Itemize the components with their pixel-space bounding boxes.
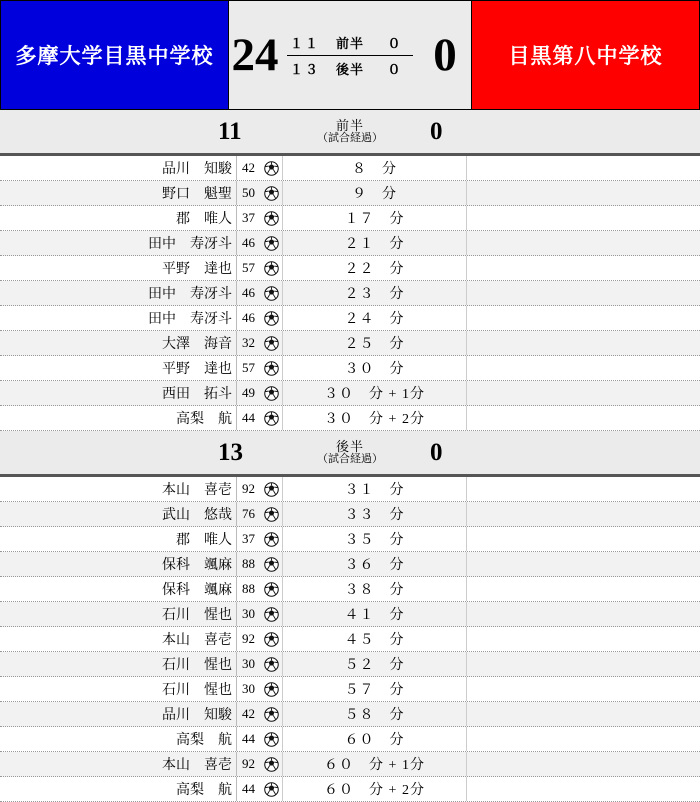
scorer-number: 46 (236, 281, 260, 305)
away-goal-cell (467, 156, 700, 180)
scorer-name: 田中 寿冴斗 (148, 287, 232, 302)
goal-row (0, 281, 700, 306)
first-half-label: 前半 (335, 35, 364, 51)
scorer-number: 49 (236, 381, 260, 405)
soccer-ball-icon (260, 306, 282, 330)
away-goal-cell (467, 577, 700, 601)
scorer-name: 石川 惺也 (162, 658, 232, 673)
scorer-name: 田中 寿冴斗 (148, 237, 232, 252)
scorer-name: 保科 颯麻 (162, 583, 232, 598)
soccer-ball-icon (260, 331, 282, 355)
soccer-ball-icon (260, 181, 282, 205)
half-row-second (287, 56, 413, 81)
scorer-number: 88 (236, 577, 260, 601)
scorer-number: 50 (236, 181, 260, 205)
scorer-number: 44 (236, 777, 260, 801)
goal-row (0, 181, 700, 206)
scorer-number: 37 (236, 527, 260, 551)
soccer-ball-icon (260, 777, 282, 801)
goal-row (0, 652, 700, 677)
goal-time: ５２ 分 (282, 652, 467, 676)
scorer-name: 郡 唯人 (176, 212, 232, 227)
away-goal-cell (467, 477, 700, 501)
goal-time: ５７ 分 (282, 677, 467, 701)
away-goal-cell (467, 281, 700, 305)
goal-time: ６０ 分 + 2分 (282, 777, 467, 801)
scorer-number: 44 (236, 406, 260, 430)
goal-time: ４１ 分 (282, 602, 467, 626)
away-goal-cell (467, 552, 700, 576)
goal-rows (0, 477, 700, 802)
scorer-number: 42 (236, 702, 260, 726)
goal-row (0, 777, 700, 802)
away-goal-cell (467, 331, 700, 355)
goal-row (0, 752, 700, 777)
scorer-name: 高梨 航 (176, 733, 232, 748)
scorer-number: 32 (236, 331, 260, 355)
first-half-away-score: ０ (387, 35, 403, 51)
scorer-name: 品川 知駿 (162, 162, 232, 177)
period-label-group (0, 119, 700, 144)
first-half-home-score: １１ (289, 35, 320, 51)
soccer-ball-icon (260, 256, 282, 280)
goal-row (0, 156, 700, 181)
soccer-ball-icon (260, 577, 282, 601)
away-goal-cell (467, 306, 700, 330)
half-score-table (287, 30, 413, 81)
goal-row (0, 552, 700, 577)
away-goal-cell (467, 381, 700, 405)
goal-time: ３８ 分 (282, 577, 467, 601)
goal-row (0, 502, 700, 527)
period-banner (0, 110, 700, 156)
period-home-score: 11 (218, 117, 242, 145)
scoreboard-center (229, 0, 471, 110)
soccer-ball-icon (260, 702, 282, 726)
goal-time: ３６ 分 (282, 552, 467, 576)
scorer-name: 武山 悠哉 (162, 508, 232, 523)
period-away-score: 0 (430, 117, 443, 145)
sections-host (0, 110, 700, 802)
goal-row (0, 406, 700, 431)
scorer-name: 西田 拓斗 (162, 387, 232, 402)
scorer-name: 高梨 航 (176, 412, 232, 427)
soccer-ball-icon (260, 627, 282, 651)
away-goal-cell (467, 256, 700, 280)
period-sublabel: （試合経過） (317, 452, 383, 465)
soccer-ball-icon (260, 356, 282, 380)
scorer-name: 野口 魁聖 (162, 187, 232, 202)
home-team-name: 多摩大学目黒中学校 (15, 44, 214, 68)
away-goal-cell (467, 602, 700, 626)
goal-time: ２５ 分 (282, 331, 467, 355)
soccer-ball-icon (260, 602, 282, 626)
goal-time: ２１ 分 (282, 231, 467, 255)
goal-row (0, 577, 700, 602)
away-team-name: 目黒第八中学校 (508, 44, 663, 68)
goal-row (0, 381, 700, 406)
scorer-name: 平野 達也 (162, 362, 232, 377)
soccer-ball-icon (260, 677, 282, 701)
scorer-name: 田中 寿冴斗 (148, 312, 232, 327)
goal-row (0, 306, 700, 331)
away-goal-cell (467, 652, 700, 676)
scorer-number: 30 (236, 677, 260, 701)
period-banner (0, 431, 700, 477)
scorer-number: 57 (236, 256, 260, 280)
second-half-home-score: １３ (289, 61, 320, 77)
away-team-box (471, 0, 700, 110)
goal-time: ３０ 分 (282, 356, 467, 380)
away-goal-cell (467, 231, 700, 255)
scorer-name: 郡 唯人 (176, 533, 232, 548)
scorer-number: 30 (236, 602, 260, 626)
scorer-name: 保科 颯麻 (162, 558, 232, 573)
scorer-number: 57 (236, 356, 260, 380)
scorer-number: 92 (236, 477, 260, 501)
second-half-label: 後半 (335, 61, 364, 77)
scorer-name: 高梨 航 (176, 783, 232, 798)
goal-row (0, 527, 700, 552)
period-label-group (0, 440, 700, 465)
away-goal-cell (467, 502, 700, 526)
away-goal-cell (467, 702, 700, 726)
scorer-number: 37 (236, 206, 260, 230)
second-half-away-score: ０ (387, 61, 403, 77)
goal-time: １７ 分 (282, 206, 467, 230)
goal-row (0, 356, 700, 381)
away-goal-cell (467, 356, 700, 380)
soccer-ball-icon (260, 477, 282, 501)
goal-row (0, 331, 700, 356)
away-total-score: 0 (433, 28, 457, 81)
goal-row (0, 727, 700, 752)
scorer-number: 44 (236, 727, 260, 751)
goal-row (0, 477, 700, 502)
away-goal-cell (467, 527, 700, 551)
goal-time: ６０ 分 (282, 727, 467, 751)
period-away-score: 0 (430, 438, 443, 466)
goal-time: ３３ 分 (282, 502, 467, 526)
scorer-number: 92 (236, 752, 260, 776)
away-goal-cell (467, 677, 700, 701)
scorer-name: 本山 喜壱 (162, 758, 232, 773)
away-goal-cell (467, 406, 700, 430)
goal-row (0, 677, 700, 702)
goal-row (0, 602, 700, 627)
goal-time: ４５ 分 (282, 627, 467, 651)
soccer-ball-icon (260, 502, 282, 526)
goal-rows (0, 156, 700, 431)
scorer-number: 42 (236, 156, 260, 180)
scoreboard (0, 0, 700, 110)
soccer-ball-icon (260, 552, 282, 576)
scorer-number: 46 (236, 306, 260, 330)
soccer-ball-icon (260, 652, 282, 676)
away-goal-cell (467, 181, 700, 205)
half-row-first (287, 30, 413, 56)
soccer-ball-icon (260, 752, 282, 776)
soccer-ball-icon (260, 281, 282, 305)
scorer-name: 品川 知駿 (162, 708, 232, 723)
goal-time: ９ 分 (282, 181, 467, 205)
goal-time: ２２ 分 (282, 256, 467, 280)
goal-row (0, 231, 700, 256)
away-goal-cell (467, 206, 700, 230)
scorer-name: 石川 惺也 (162, 683, 232, 698)
goal-row (0, 256, 700, 281)
goal-row (0, 206, 700, 231)
goal-time: ３０ 分 + 2分 (282, 406, 467, 430)
soccer-ball-icon (260, 406, 282, 430)
goal-time: ２４ 分 (282, 306, 467, 330)
goal-time: ６０ 分 + 1分 (282, 752, 467, 776)
scorer-name: 大澤 海音 (162, 337, 232, 352)
home-team-box (0, 0, 229, 110)
period-sublabel: （試合経過） (317, 131, 383, 144)
away-goal-cell (467, 752, 700, 776)
soccer-ball-icon (260, 727, 282, 751)
soccer-ball-icon (260, 527, 282, 551)
goal-time: ２３ 分 (282, 281, 467, 305)
goal-time: ３０ 分 + 1分 (282, 381, 467, 405)
soccer-ball-icon (260, 156, 282, 180)
goal-row (0, 702, 700, 727)
scorer-number: 92 (236, 627, 260, 651)
goal-time: ３１ 分 (282, 477, 467, 501)
goal-time: ３５ 分 (282, 527, 467, 551)
scorer-name: 石川 惺也 (162, 608, 232, 623)
scorer-number: 30 (236, 652, 260, 676)
soccer-ball-icon (260, 206, 282, 230)
goal-time: ５８ 分 (282, 702, 467, 726)
period-label: 前半 (335, 117, 364, 133)
scorer-name: 本山 喜壱 (162, 483, 232, 498)
period-home-score: 13 (218, 438, 243, 466)
home-total-score: 24 (231, 28, 279, 81)
scorer-number: 88 (236, 552, 260, 576)
away-goal-cell (467, 777, 700, 801)
soccer-ball-icon (260, 231, 282, 255)
scorer-name: 本山 喜壱 (162, 633, 232, 648)
goal-time: ８ 分 (282, 156, 467, 180)
scorer-name: 平野 達也 (162, 262, 232, 277)
period-label: 後半 (335, 438, 364, 454)
scorer-number: 46 (236, 231, 260, 255)
away-goal-cell (467, 627, 700, 651)
goal-row (0, 627, 700, 652)
scorer-number: 76 (236, 502, 260, 526)
away-goal-cell (467, 727, 700, 751)
soccer-ball-icon (260, 381, 282, 405)
